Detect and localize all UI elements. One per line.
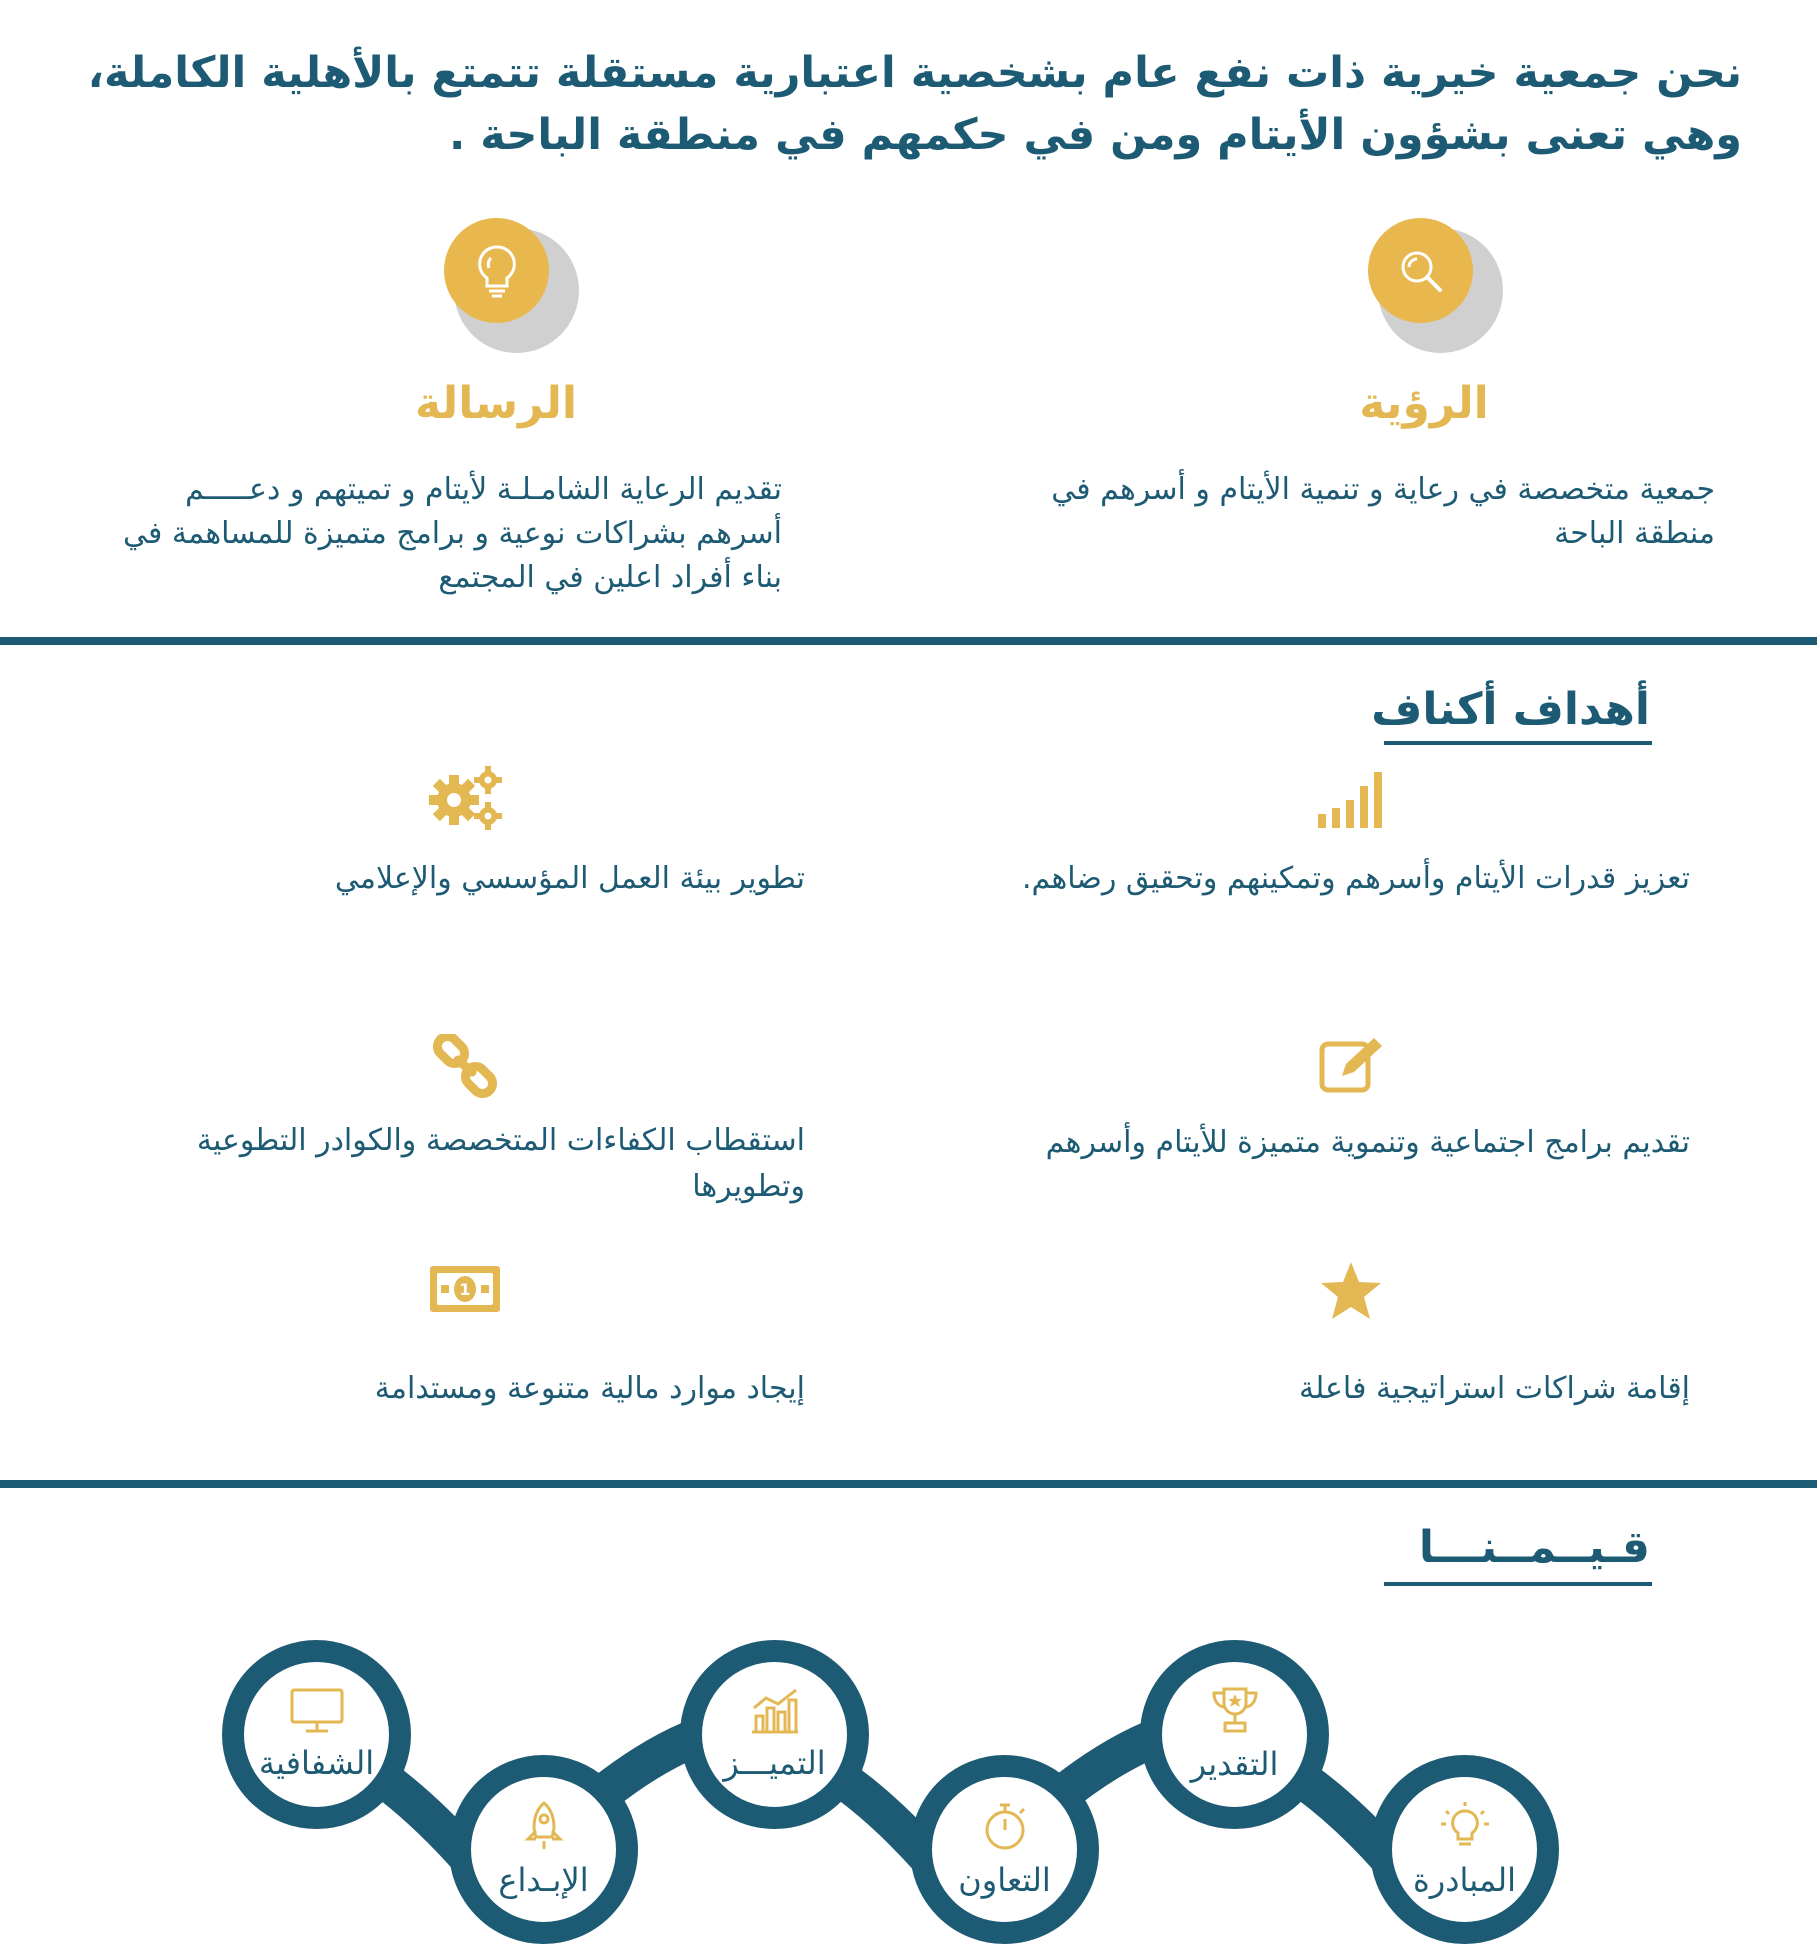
intro-text: نحن جمعية خيرية ذات نفع عام بشخصية اعتبارية مستقلة تتمتع بالأهلية الكاملة، وهي تعنى بشؤون الأيتام ومن في حكمهم في منطقة الباحة . — [87, 48, 1742, 160]
values-title-underline — [1384, 1582, 1652, 1586]
value-ring-3 — [680, 1640, 869, 1829]
value-label: التميـــز — [723, 1743, 826, 1782]
trophy-icon — [1210, 1687, 1260, 1739]
value-label: المبادرة — [1412, 1860, 1516, 1899]
goal-item-3: تقديم برامج اجتماعية وتنموية متميزة للأيتام وأسرهم — [1045, 1125, 1690, 1160]
value-label: التعاون — [958, 1860, 1051, 1899]
value-ring-2 — [449, 1755, 638, 1944]
rocket-icon — [522, 1801, 566, 1855]
monitor-icon — [290, 1688, 344, 1738]
magnifier-icon — [1368, 218, 1473, 323]
value-ring-5 — [1140, 1640, 1329, 1829]
value-ring-6 — [1370, 1755, 1559, 1944]
gears-icon — [428, 764, 504, 838]
svg-text:1: 1 — [459, 1280, 471, 1299]
goal-item-2: تطوير بيئة العمل المؤسسي والإعلامي — [334, 861, 805, 896]
goal-item-5: إقامة شراكات استراتيجية فاعلة — [1299, 1371, 1690, 1406]
signal-bars-icon — [1316, 770, 1388, 834]
vision-medallion — [1368, 218, 1498, 348]
stopwatch-icon — [982, 1801, 1028, 1855]
goal-item-6: إيجاد موارد مالية متنوعة ومستدامة — [374, 1371, 805, 1406]
value-label: الشفافية — [258, 1743, 375, 1782]
lightbulb-icon — [1440, 1801, 1490, 1855]
goals-title-underline — [1384, 741, 1652, 745]
value-label: الإبـداع — [498, 1860, 589, 1899]
money-icon — [428, 1264, 502, 1318]
vision-text: جمعية متخصصة في رعاية و تنمية الأيتام و أسرهم في منطقة الباحة — [1051, 472, 1715, 551]
value-label: التقدير — [1190, 1744, 1279, 1783]
section-divider — [0, 1480, 1817, 1488]
goal-item-4: استقطاب الكفاءات المتخصصة والكوادر التطوعية وتطويرها — [196, 1123, 805, 1204]
link-icon — [432, 1034, 498, 1102]
mission-title: الرسالة — [415, 378, 577, 429]
vision-title: الرؤية — [1359, 378, 1489, 429]
mission-medallion — [444, 218, 574, 348]
value-ring-4 — [910, 1755, 1099, 1944]
star-icon — [1318, 1260, 1384, 1326]
section-divider — [0, 637, 1817, 645]
values-title: قـيــمــنـــا — [1418, 1522, 1650, 1573]
edit-icon — [1318, 1036, 1388, 1100]
goal-item-1: تعزيز قدرات الأيتام وأسرهم وتمكينهم وتحقيق رضاهم. — [1021, 861, 1690, 896]
value-ring-1 — [222, 1640, 411, 1829]
mission-text: تقديم الرعاية الشامـلـة لأيتام و تميتهم و دعـــــم أسرهم بشراكات نوعية و برامج متميزة للمساهمة في بناء أفراد اعلين في المجتمع — [123, 472, 782, 595]
lightbulb-icon — [444, 218, 549, 323]
chart-icon — [750, 1688, 800, 1738]
goals-title: أهداف أكناف — [1371, 684, 1650, 735]
